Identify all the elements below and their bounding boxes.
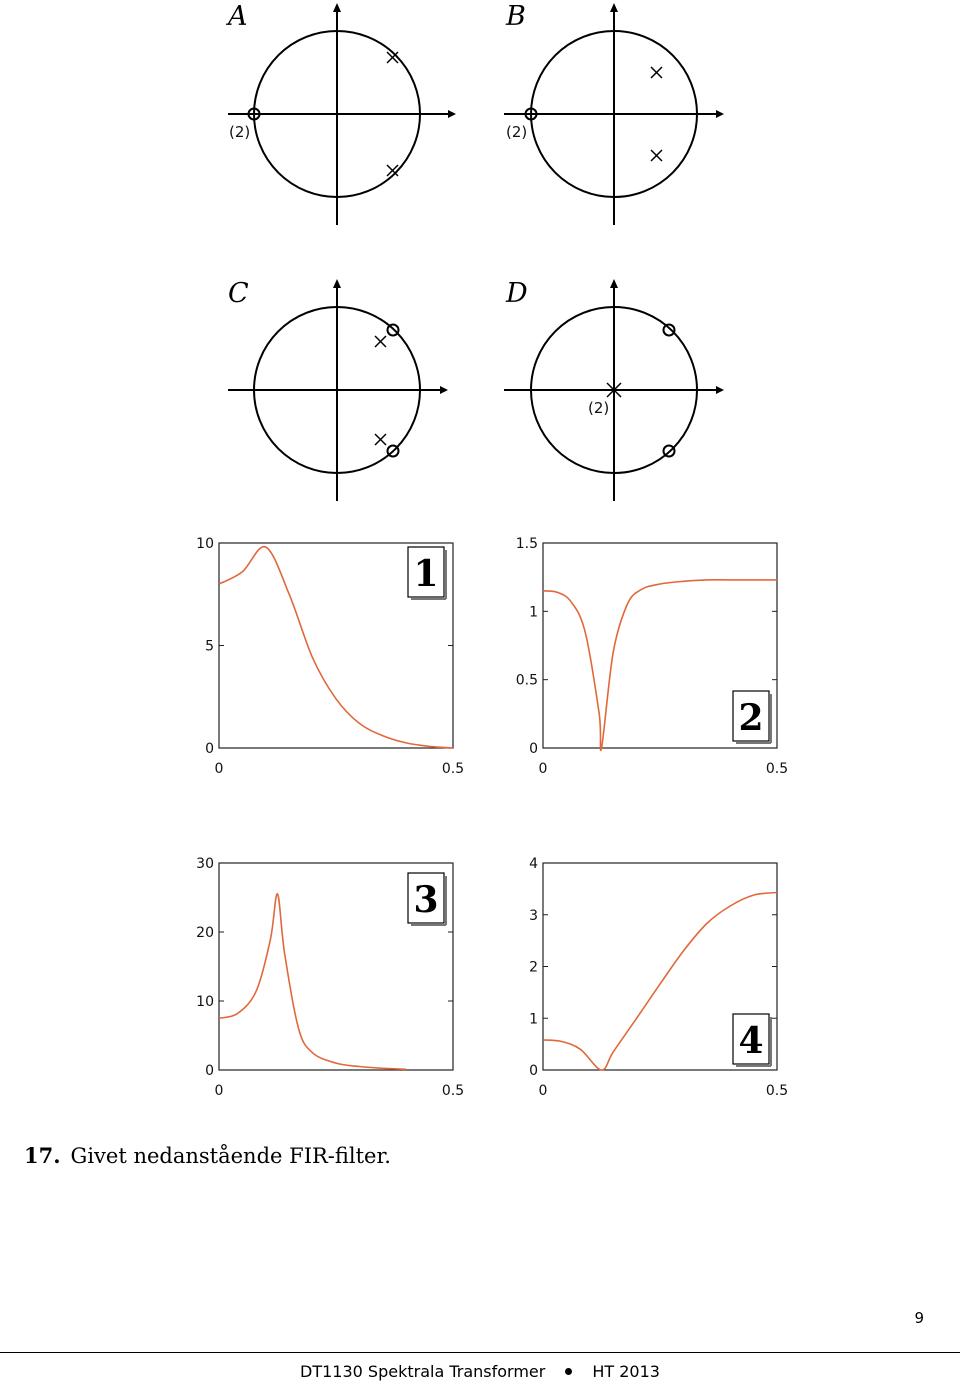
pole-multiplicity-label: (2) — [588, 399, 610, 417]
problem-statement — [24, 1143, 391, 1168]
pole-marker — [651, 150, 662, 161]
amplitude-plot-4 — [529, 856, 788, 1099]
y-tick-label: 5 — [205, 638, 214, 655]
pz-letter-b: B — [506, 1, 526, 32]
page-number: 9 — [914, 1309, 924, 1327]
amplitude-response-plots — [196, 536, 788, 1099]
real-axis-arrow — [448, 110, 456, 118]
amplitude-plot-1 — [196, 536, 464, 777]
y-tick-label: 1 — [529, 1011, 538, 1028]
y-tick-label: 0 — [529, 741, 538, 757]
y-tick-label: 0 — [529, 1063, 538, 1079]
x-tick-label: 0.5 — [441, 761, 465, 777]
problem-text: Givet nedanstående FIR-filter. — [70, 1144, 391, 1168]
pz-letter-d: D — [506, 278, 528, 309]
x-tick-label: 0.5 — [441, 1083, 465, 1099]
pz-diagram-b — [504, 1, 724, 225]
x-tick-label: 0.5 — [765, 1083, 789, 1099]
x-tick-label: 0 — [214, 761, 224, 777]
plot-number: 1 — [413, 553, 439, 595]
amplitude-plot-3 — [196, 856, 464, 1099]
real-axis-arrow — [716, 110, 724, 118]
pole-marker — [387, 165, 398, 176]
pole-marker — [387, 52, 398, 63]
response-curve-3 — [219, 894, 406, 1069]
zero-marker — [664, 325, 675, 336]
real-axis-arrow — [440, 386, 448, 394]
plot-number: 3 — [413, 879, 439, 921]
footer-bullet — [565, 1368, 572, 1375]
zero-multiplicity-label: (2) — [229, 123, 251, 141]
footer-term: HT 2013 — [592, 1362, 660, 1381]
imag-axis-arrow — [333, 279, 341, 288]
y-tick-label: 3 — [529, 907, 538, 924]
y-tick-label: 0 — [205, 741, 214, 757]
x-tick-label: 0.5 — [765, 761, 789, 777]
y-tick-label: 10 — [196, 994, 214, 1010]
pole-marker — [651, 67, 662, 78]
page-footer — [0, 1362, 960, 1381]
y-tick-label: 20 — [196, 925, 214, 941]
real-axis-arrow — [716, 386, 724, 394]
y-tick-label: 1.5 — [515, 536, 538, 552]
imag-axis-arrow — [333, 3, 341, 12]
pz-letter-c: C — [228, 278, 249, 309]
y-tick-label: 30 — [196, 856, 214, 872]
pz-diagram-a — [225, 1, 456, 225]
zero-multiplicity-label: (2) — [506, 123, 528, 141]
pole-marker — [375, 434, 386, 445]
plot-number: 2 — [738, 697, 764, 739]
pz-diagram-d — [504, 278, 724, 501]
y-tick-label: 2 — [529, 959, 538, 976]
y-tick-label: 0.5 — [515, 672, 538, 689]
pole-marker — [375, 336, 386, 347]
imag-axis-arrow — [610, 279, 618, 288]
amplitude-plot-2 — [516, 536, 788, 777]
problem-number: 17. — [24, 1143, 61, 1168]
y-tick-label: 0 — [205, 1063, 214, 1079]
x-tick-label: 0 — [214, 1083, 224, 1099]
pz-diagram-c — [228, 278, 448, 501]
y-tick-label: 4 — [529, 856, 538, 872]
x-tick-label: 0 — [538, 761, 548, 777]
footer-course: DT1130 Spektrala Transformer — [300, 1362, 546, 1381]
pz-letter-a: A — [228, 1, 248, 32]
y-tick-label: 1 — [529, 604, 538, 621]
plot-number: 4 — [738, 1020, 764, 1062]
footer-rule — [0, 1352, 960, 1353]
imag-axis-arrow — [610, 3, 618, 12]
y-tick-label: 10 — [196, 536, 214, 552]
x-tick-label: 0 — [538, 1083, 548, 1099]
